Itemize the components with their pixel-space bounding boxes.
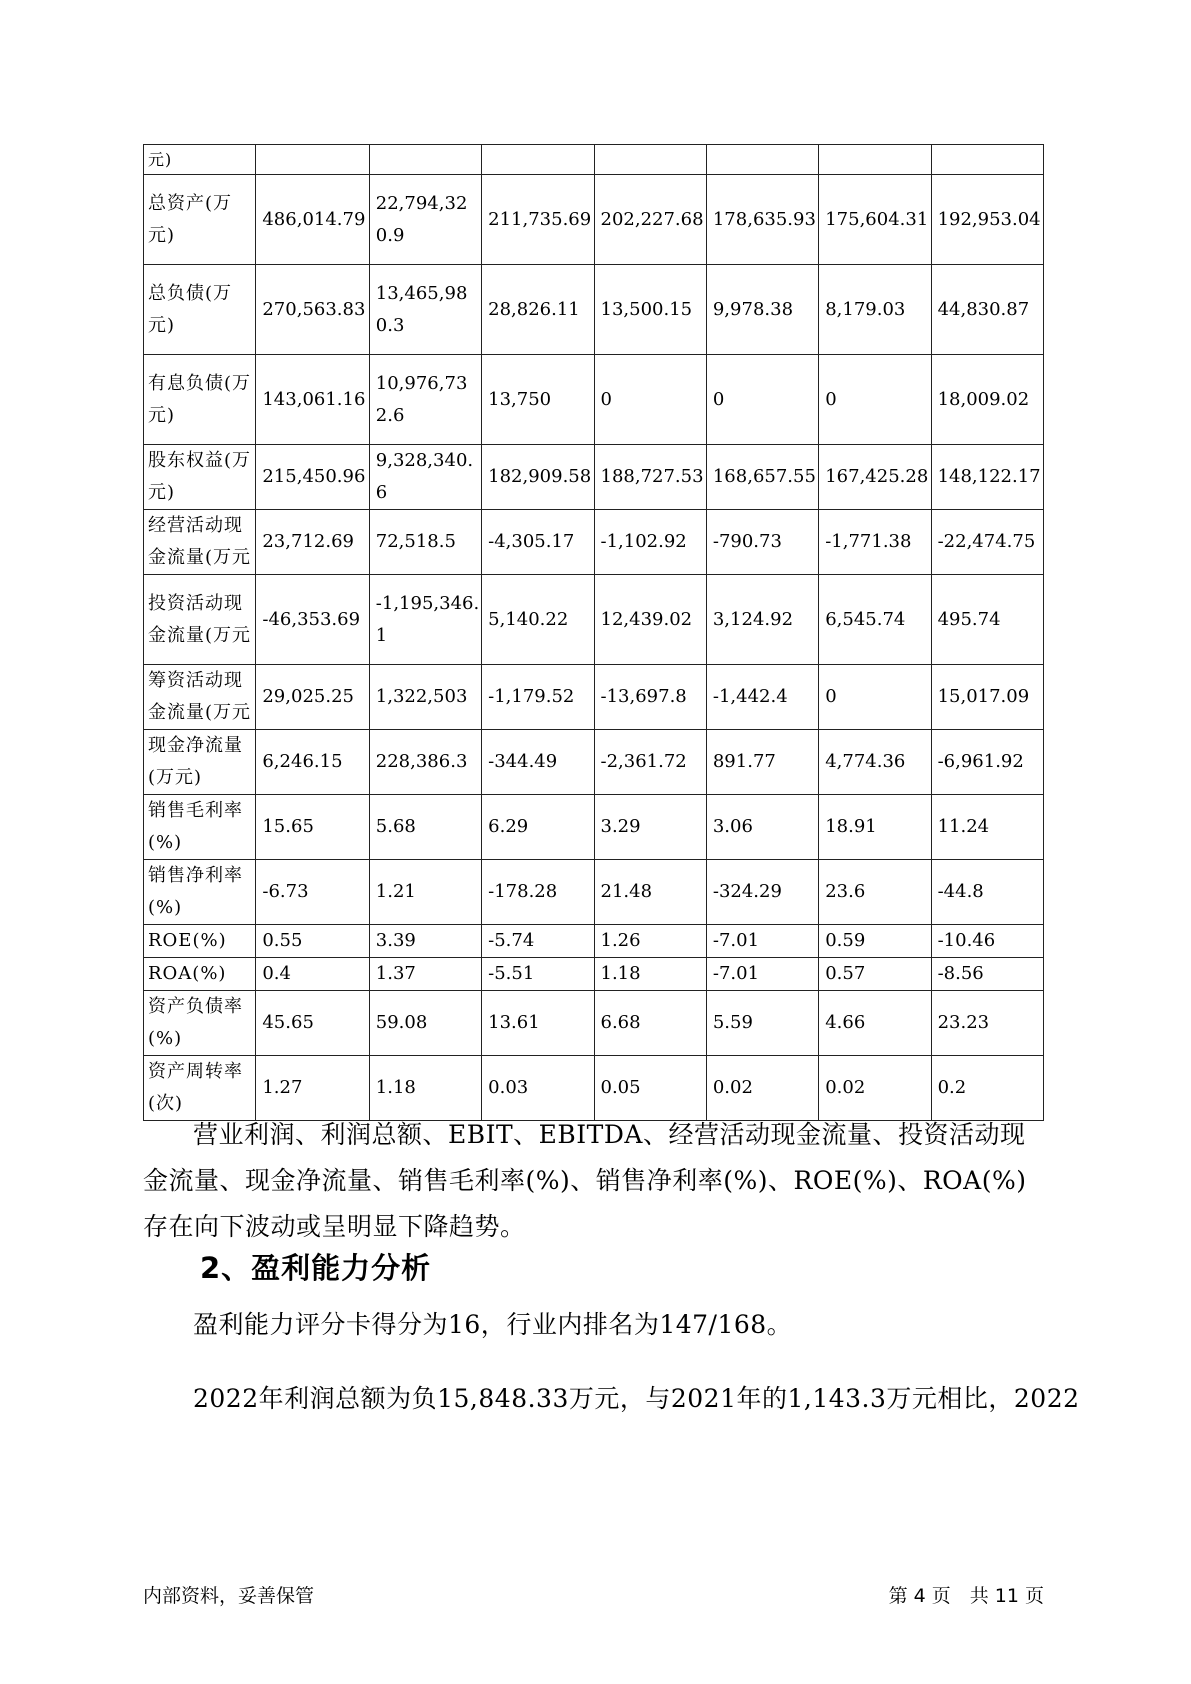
table-cell: 3.39 (369, 925, 481, 958)
table-cell: 6,246.15 (256, 730, 369, 795)
table-cell: 143,061.16 (256, 355, 369, 445)
table-cell: 891.77 (706, 730, 818, 795)
row-label: 资产负债率(%) (144, 991, 256, 1056)
table-cell: 182,909.58 (482, 445, 594, 510)
table-cell: -7.01 (706, 925, 818, 958)
table-cell: -44.8 (931, 860, 1043, 925)
table-cell: 13,465,980.3 (369, 265, 481, 355)
table-cell: 270,563.83 (256, 265, 369, 355)
table-row (144, 1056, 1044, 1121)
table-cell: 18,009.02 (931, 355, 1043, 445)
table-row (144, 265, 1044, 355)
table-cell: -1,179.52 (482, 665, 594, 730)
table-cell: -1,195,346.1 (369, 575, 481, 665)
table-cell: -1,102.92 (594, 510, 706, 575)
table-cell: 1,322,503 (369, 665, 481, 730)
table-row (144, 795, 1044, 860)
footer-page-number: 第 4 页 共 11 页 (888, 1585, 1044, 1607)
financial-table (143, 144, 1044, 1121)
table-cell: 1.27 (256, 1056, 369, 1121)
table-cell (369, 145, 481, 175)
table-row (144, 145, 1044, 175)
table-cell: 28,826.11 (482, 265, 594, 355)
table-cell: 12,439.02 (594, 575, 706, 665)
table-cell: -1,442.4 (706, 665, 818, 730)
table-cell: 0 (706, 355, 818, 445)
table-cell: 29,025.25 (256, 665, 369, 730)
table-cell: 0 (819, 355, 931, 445)
profit-paragraph: 2022年利润总额为负15,848.33万元，与2021年的1,143.3万元相比，2022 (193, 1384, 1080, 1413)
table-cell: -324.29 (706, 860, 818, 925)
table-cell: 495.74 (931, 575, 1043, 665)
row-label: 销售净利率(%) (144, 860, 256, 925)
table-cell: 13,750 (482, 355, 594, 445)
footer-confidential-note: 内部资料，妥善保管 (143, 1585, 315, 1607)
row-label: 元) (144, 145, 256, 175)
score-paragraph: 盈利能力评分卡得分为16，行业内排名为147/168。 (193, 1310, 793, 1339)
table-cell: -5.74 (482, 925, 594, 958)
table-cell: 228,386.3 (369, 730, 481, 795)
table-cell: 23.6 (819, 860, 931, 925)
table-cell: 6,545.74 (819, 575, 931, 665)
table-cell: 1.21 (369, 860, 481, 925)
row-label: 经营活动现金流量(万元 (144, 510, 256, 575)
table-row (144, 925, 1044, 958)
table-row (144, 175, 1044, 265)
table-cell: 1.37 (369, 958, 481, 991)
table-row (144, 355, 1044, 445)
table-cell: 211,735.69 (482, 175, 594, 265)
trend-paragraph: 营业利润、利润总额、EBIT、EBITDA、经营活动现金流量、投资活动现金流量、现金净流量、销售毛利率(%)、销售净利率(%)、ROE(%)、ROA(%)存在向下波动或呈明显下降趋势。 (143, 1120, 1027, 1241)
table-cell: -13,697.8 (594, 665, 706, 730)
row-label: 筹资活动现金流量(万元 (144, 665, 256, 730)
table-cell: 4,774.36 (819, 730, 931, 795)
table-cell: 6.68 (594, 991, 706, 1056)
row-label: 股东权益(万元) (144, 445, 256, 510)
table-cell (931, 145, 1043, 175)
table-cell: -1,771.38 (819, 510, 931, 575)
table-cell: -7.01 (706, 958, 818, 991)
table-cell: 1.18 (369, 1056, 481, 1121)
table-cell: 59.08 (369, 991, 481, 1056)
table-cell: 9,978.38 (706, 265, 818, 355)
table-cell: 202,227.68 (594, 175, 706, 265)
table-cell: 45.65 (256, 991, 369, 1056)
table-cell: 0.02 (819, 1056, 931, 1121)
table-cell: -46,353.69 (256, 575, 369, 665)
row-label: 资产周转率(次) (144, 1056, 256, 1121)
table-cell: 192,953.04 (931, 175, 1043, 265)
table-cell: 0.59 (819, 925, 931, 958)
table-cell: 5.68 (369, 795, 481, 860)
table-row (144, 510, 1044, 575)
table-cell: 1.26 (594, 925, 706, 958)
table-row (144, 665, 1044, 730)
table-cell: 178,635.93 (706, 175, 818, 265)
table-cell: 44,830.87 (931, 265, 1043, 355)
table-cell: 3.06 (706, 795, 818, 860)
table-row (144, 575, 1044, 665)
table-cell: 0.03 (482, 1056, 594, 1121)
table-cell: 4.66 (819, 991, 931, 1056)
table-cell: 21.48 (594, 860, 706, 925)
table-cell: 0.2 (931, 1056, 1043, 1121)
table-cell: 22,794,320.9 (369, 175, 481, 265)
table-cell: 10,976,732.6 (369, 355, 481, 445)
table-cell: 168,657.55 (706, 445, 818, 510)
section-heading: 2、盈利能力分析 (200, 1251, 432, 1285)
table-cell: 0.4 (256, 958, 369, 991)
table-cell: -8.56 (931, 958, 1043, 991)
table-row (144, 860, 1044, 925)
table-cell: 0.57 (819, 958, 931, 991)
table-cell: 13.61 (482, 991, 594, 1056)
table-cell: 23.23 (931, 991, 1043, 1056)
table-cell: 0.02 (706, 1056, 818, 1121)
table-cell: 175,604.31 (819, 175, 931, 265)
row-label: 现金净流量(万元) (144, 730, 256, 795)
row-label: ROA(%) (144, 958, 256, 991)
table-cell: 0.55 (256, 925, 369, 958)
table-row (144, 445, 1044, 510)
row-label: 投资活动现金流量(万元 (144, 575, 256, 665)
row-label: ROE(%) (144, 925, 256, 958)
table-cell: 215,450.96 (256, 445, 369, 510)
table-cell: 11.24 (931, 795, 1043, 860)
table-cell: 15,017.09 (931, 665, 1043, 730)
table-cell: 3.29 (594, 795, 706, 860)
table-cell: 18.91 (819, 795, 931, 860)
table-cell: -790.73 (706, 510, 818, 575)
table-cell: 0.05 (594, 1056, 706, 1121)
table-cell (594, 145, 706, 175)
table-cell: -5.51 (482, 958, 594, 991)
table-cell: 8,179.03 (819, 265, 931, 355)
table-cell (706, 145, 818, 175)
table-cell: -178.28 (482, 860, 594, 925)
table-cell: 13,500.15 (594, 265, 706, 355)
table-cell (482, 145, 594, 175)
row-label: 总资产(万元) (144, 175, 256, 265)
table-cell: -4,305.17 (482, 510, 594, 575)
table-row (144, 958, 1044, 991)
table-cell (819, 145, 931, 175)
row-label: 总负债(万元) (144, 265, 256, 355)
table-cell: -2,361.72 (594, 730, 706, 795)
table-cell: 9,328,340.6 (369, 445, 481, 510)
table-cell: 5,140.22 (482, 575, 594, 665)
table-cell: -6,961.92 (931, 730, 1043, 795)
row-label: 有息负债(万元) (144, 355, 256, 445)
table-cell: -6.73 (256, 860, 369, 925)
table-cell: 188,727.53 (594, 445, 706, 510)
table-cell: -344.49 (482, 730, 594, 795)
financial-table-body (144, 145, 1044, 1121)
table-cell: 0 (594, 355, 706, 445)
table-cell: 167,425.28 (819, 445, 931, 510)
table-cell: 3,124.92 (706, 575, 818, 665)
table-cell: 23,712.69 (256, 510, 369, 575)
table-cell: 6.29 (482, 795, 594, 860)
table-cell: -10.46 (931, 925, 1043, 958)
table-cell: -22,474.75 (931, 510, 1043, 575)
table-cell: 486,014.79 (256, 175, 369, 265)
table-cell: 1.18 (594, 958, 706, 991)
table-cell: 72,518.5 (369, 510, 481, 575)
table-cell (256, 145, 369, 175)
table-cell: 15.65 (256, 795, 369, 860)
row-label: 销售毛利率(%) (144, 795, 256, 860)
table-cell: 5.59 (706, 991, 818, 1056)
table-row (144, 991, 1044, 1056)
table-cell: 148,122.17 (931, 445, 1043, 510)
table-cell: 0 (819, 665, 931, 730)
table-row (144, 730, 1044, 795)
